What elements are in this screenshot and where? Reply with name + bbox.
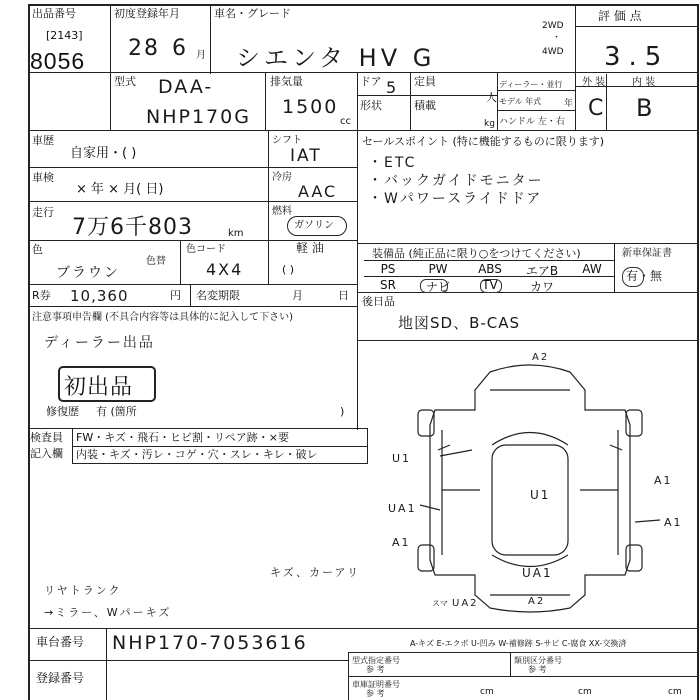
ac: AAC	[298, 182, 338, 201]
expiry-label: 名変期限	[196, 289, 240, 302]
mileage-label: 走行	[32, 206, 54, 219]
expiry-day: 日	[338, 289, 349, 302]
mark-ua2-bottom: UA2	[452, 598, 479, 609]
warranty-label: 新車保証書	[622, 248, 672, 259]
interior-label: 内 装	[632, 77, 656, 88]
mark-a2-top: A2	[532, 352, 550, 363]
repair-label: 修復歴	[46, 405, 79, 418]
color-code-label: 色コード	[186, 244, 226, 255]
month-unit: 月	[196, 50, 206, 61]
equip-abs: ABS	[478, 262, 502, 276]
car-name: シエンタ HV G	[236, 44, 436, 72]
equip-tv: TV	[482, 278, 498, 292]
equip-pw: PW	[428, 262, 448, 276]
load-label: 積載	[414, 99, 436, 112]
fuel-paren: ( )	[282, 263, 295, 276]
mark-ua1-left: UA1	[388, 502, 417, 515]
shape-label: 形状	[360, 99, 382, 112]
score: 3.5	[604, 42, 670, 72]
color: ブラウン	[56, 265, 120, 281]
ac-label: 冷房	[272, 172, 292, 183]
person-unit: 人	[486, 91, 497, 104]
mark-a2-bottom: A2	[528, 596, 546, 607]
notes-label: 注意事項申告欄 (不具合内容等は具体的に記入して下さい)	[32, 312, 293, 323]
reg-cert-ref: 参 考	[366, 689, 385, 698]
color-code: 4X4	[206, 260, 244, 279]
model-code: NHP170G	[146, 106, 251, 128]
notes-stamp: 初出品	[64, 375, 134, 400]
shift-label: シフト	[272, 135, 302, 146]
shift: IAT	[290, 146, 322, 166]
mark-a1-right: A1	[654, 474, 673, 487]
repair-value: 有 (箇所	[96, 405, 137, 418]
repair-close: )	[340, 405, 345, 418]
year-unit: 年	[564, 99, 574, 109]
lot-number: 8056	[30, 48, 86, 74]
kg-unit: kg	[484, 119, 495, 129]
history-value: 自家用・( )	[70, 146, 137, 161]
equip-sr: SR	[380, 278, 396, 292]
registration-label: 登録番号	[36, 671, 85, 685]
aftermarket-label: 後日品	[362, 295, 395, 308]
note-rear: リヤトランク	[44, 584, 122, 597]
inspector-row2: 内装・キズ・汚レ・コゲ・穴・スレ・キレ・破レ	[76, 448, 318, 461]
displacement: 1500	[282, 96, 339, 118]
inspection-label: 車検	[32, 171, 54, 184]
sales-item-3: ・Wパワースライドドア	[368, 191, 543, 207]
mark-u1-left: U1	[392, 452, 412, 465]
first-reg-year: 28	[128, 36, 160, 61]
lot-code: [2143]	[46, 29, 83, 42]
equip-ps: PS	[380, 262, 396, 276]
yen-unit: 円	[170, 289, 181, 302]
first-reg-month: 6	[172, 36, 188, 61]
mark-u1-center: U1	[530, 488, 551, 502]
inspection: × 年 × 月( 日)	[76, 182, 164, 197]
first-reg-label: 初度登録年月	[114, 7, 180, 20]
mark-small-bottom: スマ	[432, 599, 448, 608]
dealer-label: ディーラー・並行	[499, 80, 563, 89]
model-year-label: モデル 年式	[499, 97, 542, 106]
equip-aw: AW	[582, 262, 602, 276]
model-prefix: DAA-	[158, 76, 214, 98]
equipment-label: 装備品 (純正品に限り○をつけてください)	[372, 247, 581, 260]
cm-unit-3: cm	[668, 687, 682, 697]
interior-grade: B	[636, 94, 655, 122]
mark-a1-right2: A1	[664, 516, 683, 529]
notes-line1: ディーラー出品	[44, 335, 155, 351]
sales-item-1: ・ETC	[368, 155, 417, 171]
chassis-label: 車台番号	[36, 635, 85, 649]
category-label: 類別区分番号	[514, 656, 562, 665]
door-label: ドア	[360, 75, 382, 88]
damage-legend: A-キズ E-エクボ U-凹み W-補修跡 S-サビ C-腐食 XX-交換済	[410, 639, 627, 648]
km-unit: km	[228, 228, 244, 239]
fuel-selected: ガソリン	[294, 220, 334, 231]
type-spec-label: 型式指定番号	[352, 656, 400, 665]
sales-item-2: ・バックガイドモニター	[368, 173, 544, 189]
chassis-value: NHP170-7053616	[112, 632, 308, 654]
mark-a1-left: A1	[392, 536, 411, 549]
cm-unit-1: cm	[480, 687, 494, 697]
cc-unit: cc	[340, 116, 351, 127]
equip-navi: ナビ	[425, 280, 450, 294]
lot-label: 出品番号	[32, 7, 76, 20]
inspector-row1: FW・キズ・飛石・ヒビ割・リペア跡・×要	[76, 431, 289, 444]
recycle-label: R券	[32, 289, 51, 302]
aftermarket-value: 地図SD、B-CAS	[398, 314, 521, 332]
exterior-grade: C	[588, 96, 606, 121]
displacement-label: 排気量	[270, 75, 303, 88]
equip-airbag: エアB	[525, 264, 559, 278]
doors: 5	[386, 78, 399, 97]
handle-label: ハンドル 左・右	[499, 117, 565, 127]
fuel-label: 燃料	[272, 206, 292, 217]
expiry-month: 月	[292, 289, 303, 302]
equip-leather: カワ	[529, 280, 554, 294]
car-name-label: 車名・グレード	[214, 7, 291, 20]
color-label: 色	[32, 243, 43, 256]
model-label: 型式	[114, 75, 136, 88]
drive-dot: ・	[552, 33, 562, 43]
capacity-label: 定員	[414, 75, 436, 88]
mileage: 7万6千803	[72, 215, 193, 240]
sales-label: セールスポイント (特に機能するものに限ります)	[362, 135, 605, 148]
history-label: 車歴	[32, 134, 54, 147]
color-swap-label: 色替	[146, 256, 166, 267]
recycle-value: 10,360	[70, 287, 129, 305]
category-ref: 参 考	[528, 665, 547, 674]
inspector-label2: 記入欄	[30, 447, 63, 460]
mark-ua1-center: UA1	[522, 566, 553, 580]
note-scratch: キズ、カーアリ	[270, 566, 361, 579]
drive-4wd: 4WD	[542, 47, 564, 57]
cm-unit-2: cm	[578, 687, 592, 697]
inspector-label1: 検査員	[30, 431, 63, 444]
type-spec-ref: 参 考	[366, 665, 385, 674]
drive-2wd: 2WD	[542, 21, 564, 31]
warranty-value: 有・無	[626, 269, 663, 283]
exterior-label: 外 装	[582, 77, 606, 88]
note-mirror: →ミラー、Wパーキズ	[44, 606, 172, 619]
reg-cert-label: 車庫証明番号	[352, 680, 400, 689]
score-label: 評 価 点	[598, 9, 642, 23]
fuel-other: 軽 油	[296, 241, 324, 255]
